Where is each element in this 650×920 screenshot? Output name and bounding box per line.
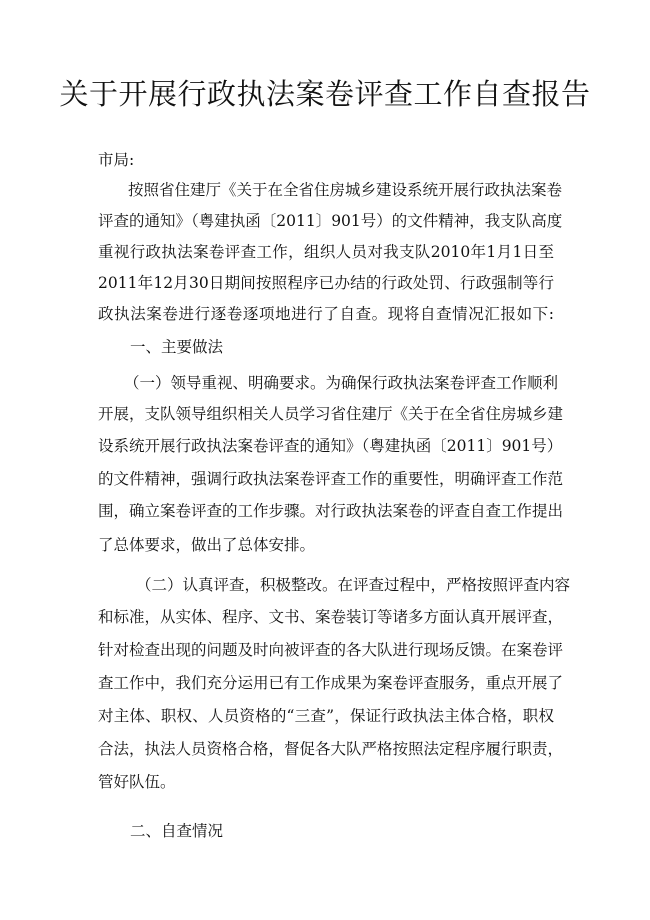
paragraph-line: 合法，执法人员资格合格，督促各大队严格按照法定程序履行职责， [98, 740, 564, 758]
paragraph-line: 和标准，从实体、程序、文书、案卷装订等诸多方面认真开展评查， [98, 608, 564, 626]
paragraph-line: 开展，支队领导组织相关人员学习省住建厅《关于在全省住房城乡建 [98, 405, 564, 423]
paragraph-line: 针对检查出现的问题及时向被评查的各大队进行现场反馈。在案卷评 [98, 641, 564, 659]
paragraph-line: 重视行政执法案卷评查工作，组织人员对我支队2010年1月1日至 [98, 243, 554, 261]
paragraph-line: （一）领导重视、明确要求。为确保行政执法案卷评查工作顺利 [124, 374, 559, 392]
paragraph-line: 政执法案卷进行逐卷逐项地进行了自查。现将自查情况汇报如下: [98, 305, 554, 323]
section-heading: 二、自查情况 [130, 822, 224, 840]
paragraph-line: 按照省住建厅《关于在全省住房城乡建设系统开展行政执法案卷 [128, 181, 563, 199]
paragraph-line: 管好队伍。 [98, 773, 176, 791]
paragraph-line: 设系统开展行政执法案卷评查的通知》（粤建执函〔2011〕901号） [98, 437, 563, 455]
paragraph-line: 对主体、职权、人员资格的“三查”，保证行政执法主体合格，职权 [98, 707, 554, 725]
paragraph-line: 的文件精神，强调行政执法案卷评查工作的重要性，明确评查工作范 [98, 470, 564, 488]
document-title: 关于开展行政执法案卷评查工作自查报告 [59, 77, 591, 111]
paragraph-line: 查工作中，我们充分运用已有工作成果为案卷评查服务，重点开展了 [98, 674, 564, 692]
paragraph-line: 2011年12月30日期间按照程序已办结的行政处罚、行政强制等行 [98, 274, 554, 292]
paragraph-line: 评查的通知》（粤建执函〔2011〕901号）的文件精神，我支队高度 [98, 212, 563, 230]
salutation: 市局: [98, 151, 135, 169]
paragraph-line: 了总体要求，做出了总体安排。 [98, 536, 316, 554]
paragraph-line: 围，确立案卷评查的工作步骤。对行政执法案卷的评查自查工作提出 [98, 502, 564, 520]
paragraph-line: （二）认真评查，积极整改。在评查过程中，严格按照评查内容 [136, 576, 571, 594]
section-heading: 一、主要做法 [130, 338, 224, 356]
